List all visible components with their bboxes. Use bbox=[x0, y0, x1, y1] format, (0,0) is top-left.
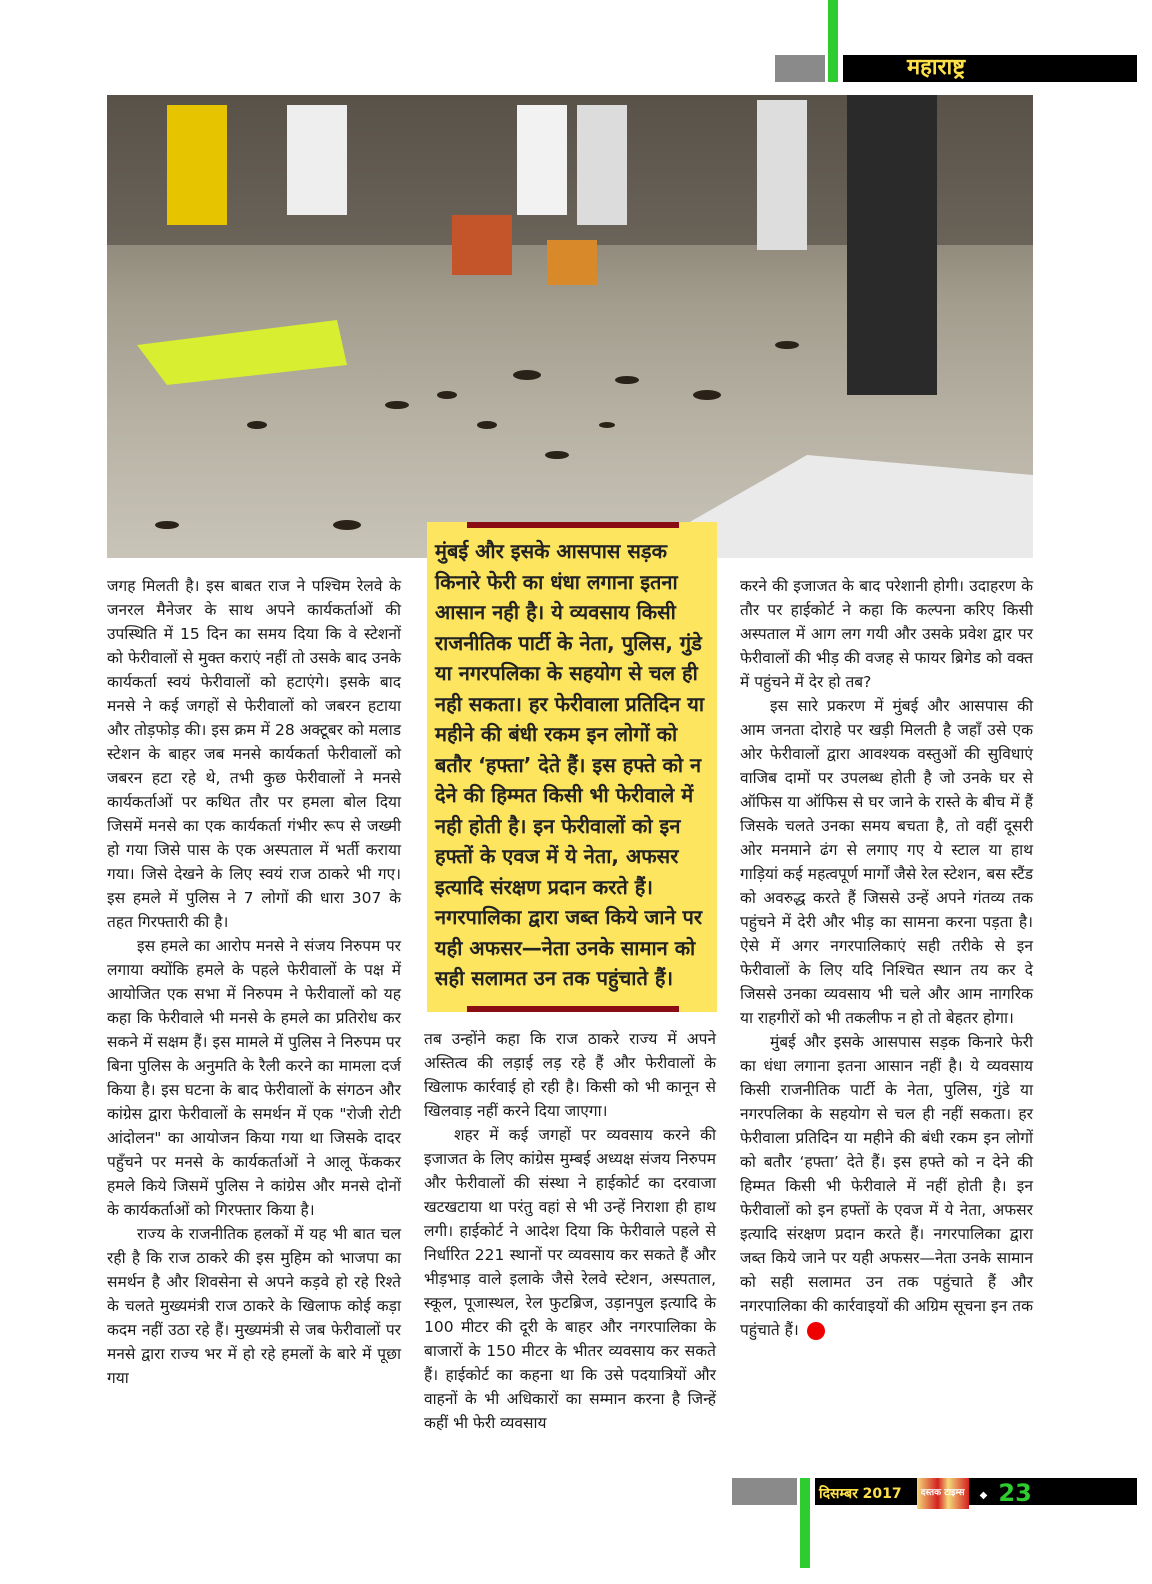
header-green-bar bbox=[828, 0, 838, 82]
quote-bottom-bar bbox=[467, 1006, 679, 1012]
issue-date: दिसम्बर 2017 bbox=[819, 1486, 902, 1502]
end-mark-icon bbox=[807, 1322, 825, 1340]
paragraph: तब उन्होंने कहा कि राज ठाकरे राज्य में अपने अस्तित्व की लड़ाई लड़ रहे हैं और फेरीवालों के खिलाफ कार्रवाई हो रही है। किसी को भी कानून से खिलवाड़ नहीं करने दिया जाएगा। bbox=[424, 1030, 716, 1120]
footer-gray-block bbox=[732, 1478, 797, 1505]
paragraph: इस हमले का आरोप मनसे ने संजय निरुपम पर लगाया क्योंकि हमले के पहले फेरीवालों के पक्ष में आयोजित एक सभा में निरुपम ने फेरीवालों को यह कहा कि फेरीवाले भी मनसे के हमले का प्रतिरोध कर सकने में सक्षम हैं। इस मामले में पुलिस ने निरुपम पर बिना पुलिस के अनुमति के रैली करने का मामला दर्ज किया है। इस घटना के बाद फेरीवालों के संगठन और कांग्रेस द्वारा फेरीवालों के समर्थन में एक "रोजी रोटी आंदोलन" का आयोजन किया गया था जिसके दादर पहुँचने पर मनसे के कार्यकर्ताओं ने आलू फेंककर हमले किये जिसमें पुलिस ने कांग्रेस और मनसे दोनों के कार्यकर्ताओं को गिरफ्तार किया है। bbox=[107, 937, 401, 1219]
paragraph: शहर में कई जगहों पर व्यवसाय करने की इजाजत के लिए कांग्रेस मुम्बई अध्यक्ष संजय निरुपम और फेरीवालों की संस्था ने हाईकोर्ट का दरवाजा खटखटाया था परंतु वहां से भी उन्हें निराशा ही हाथ लगी। हाईकोर्ट ने आदेश दिया कि फेरीवाले पहले से निर्धारित 221 स्थानों पर व्यवसाय कर सकते हैं और भीड़भाड़ वाले इलाके जैसे रेलवे स्टेशन, अस्पताल, स्कूल, पूजास्थल, रेल फुटब्रिज, उड़ानपुल इत्यादि के 100 मीटर की दूरी के बाहर और नगरपालिका के बाजारों के 150 मीटर के भीतर व्यवसाय कर सकते हैं। हाईकोर्ट का कहना था कि उसे पदयात्रियों और वाहनों के भी अधिकारों का सम्मान करना है जिन्हें कहीं भी फेरी व्यवसाय bbox=[424, 1126, 716, 1432]
paragraph: करने की इजाजत के बाद परेशानी होगी। उदाहरण के तौर पर हाईकोर्ट ने कहा कि कल्पना करिए किसी अस्पताल में आग लग गयी और उसके प्रवेश द्वार पर फेरीवालों की भीड़ की वजह से फायर ब्रिगेड को वक्त में पहुंचने में देर हो तब? bbox=[740, 577, 1033, 691]
footer-bar bbox=[815, 1478, 1137, 1505]
quote-top-bar bbox=[467, 522, 679, 528]
footer-green-bar bbox=[800, 1478, 810, 1568]
paragraph bbox=[740, 1030, 1033, 1342]
section-label: महाराष्ट्र bbox=[907, 55, 966, 80]
paragraph: इस सारे प्रकरण में मुंबई और आसपास की आम जनता दोराहे पर खड़ी मिलती है जहाँ उसे एक ओर फेरीवालों द्वारा आवश्यक वस्तुओं की सुविधाएं वाजिब दामों पर उपलब्ध होती है जो उनके घर से ऑफिस या ऑफिस से घर जाने के रास्ते के बीच में हैं जिसके चलते उनका समय बचता है, तो वहीं दूसरी ओर मनमाने ढंग से लगाए गए ये स्टाल या हाथ गाड़ियां कई महत्वपूर्ण मार्गों जैसे रेल स्टेशन, बस स्टैंड को अवरुद्ध करते हैं जिससे उन्हें अपने गंतव्य तक पहुंचने में देरी और भीड़ का सामना करना पड़ता है। ऐसे में अगर नगरपालिकाएं सही तरीके से इन फेरीवालों के लिए यदि निश्चित स्थान तय कर दे जिससे उनका व्यवसाय भी चले और आम नागरिक या राहगीरों को भी तकलीफ न हो तो बेहतर होगा। bbox=[740, 697, 1033, 1027]
article-column-1 bbox=[107, 574, 401, 1390]
article-column-3 bbox=[740, 574, 1033, 1342]
paragraph-text: मुंबई और इसके आसपास सड़क किनारे फेरी का धंधा लगाना इतना आसान नहीं है। ये व्यवसाय किसी राजनीतिक पार्टी के नेता, पुलिस, गुंडे या नगरपलिका के सहयोग से चल ही नहीं सकता। हर फेरीवाला प्रतिदिन या महीने की बंधी रकम इन लोगों को बतौर ‘हफ्ता’ देते हैं। इस हफ्ते को न देने की हिम्मत किसी भी फेरीवाले में नहीं होती है। इन फेरीवालों को इन हफ्तों के एवज में ये नेता, अफसर इत्यादि संरक्षण प्रदान करते हैं। नगरपालिका द्वारा जब्त किये जाने पर यही अफसर—नेता उनके सामान को सही सलामत उन तक पहुंचाते हैं और नगरपालिका की कार्रवाइयों की अग्रिम सूचना इन तक पहुंचाते हैं। bbox=[740, 1033, 1033, 1339]
section-header bbox=[843, 55, 1137, 82]
magazine-logo: दस्तक टाइम्स bbox=[917, 1478, 969, 1509]
separator-icon: ◆ bbox=[979, 1490, 988, 1501]
paragraph: जगह मिलती है। इस बाबत राज ने पश्चिम रेलवे के जनरल मैनेजर के साथ अपने कार्यकर्ताओं की उपस्थिति में 15 दिन का समय दिया कि वे स्टेशनों को फेरीवालों से मुक्त कराएं नहीं तो उसके बाद उनके कार्यकर्ता स्वयं फेरीवालों को हटाएंगे। इसके बाद मनसे ने कई जगहों से फेरीवालों को जबरन हटाया और तोड़फोड़ की। इस क्रम में 28 अक्टूबर को मलाड स्टेशन के बाहर जब मनसे कार्यकर्ता फेरीवालों को जबरन हटा रहे थे, तभी कुछ फेरीवालों ने मनसे कार्यकर्ताओं पर कथित तौर पर हमला बोल दिया जिसमें मनसे का एक कार्यकर्ता गंभीर रूप से जख्मी हो गया जिसे पास के एक अस्पताल में भर्ती कराया गया। जिसे देखने के लिए स्वयं राज ठाकरे भी गए। इस हमले में पुलिस ने 7 लोगों की धारा 307 के तहत गिरफ्तारी की है। bbox=[107, 577, 401, 931]
pull-quote-box bbox=[427, 522, 717, 1012]
article-column-2 bbox=[424, 1027, 716, 1435]
page-number: 23 bbox=[998, 1479, 1032, 1507]
header-gray-block bbox=[775, 55, 825, 82]
article-photo bbox=[107, 95, 1033, 558]
paragraph: राज्य के राजनीतिक हलकों में यह भी बात चल रही है कि राज ठाकरे की इस मुहिम को भाजपा का समर्थन है और शिवसेना से अपने कड़वे हो रहे रिश्ते के चलते मुख्यमंत्री राज ठाकरे के खिलाफ कोई कड़ा कदम नहीं उठा रहे हैं। मुख्यमंत्री से जब फेरीवालों पर मनसे द्वारा राज्य भर में हो रहे हमलों के बारे में पूछा गया bbox=[107, 1225, 401, 1387]
photo-icon bbox=[107, 95, 1033, 558]
pull-quote-text: मुंबई और इसके आसपास सड़क किनारे फेरी का धंधा लगाना इतना आसान नही है। ये व्यवसाय किसी राजनीतिक पार्टी के नेता, पुलिस, गुंडे या नगरपलिका के सहयोग से चल ही नही सकता। हर फेरीवाला प्रतिदिन या महीने की बंधी रकम इन लोगों को बतौर ‘हफ्ता’ देते हैं। इस हफ्ते को न देने की हिम्मत किसी भी फेरीवाले में नही होती है। इन फेरीवालों को इन हफ्तों के एवज में ये नेता, अफसर इत्यादि संरक्षण प्रदान करते हैं। नगरपालिका द्वारा जब्त किये जाने पर यही अफसर—नेता उनके सामान को सही सलामत उन तक पहुंचाते हैं। bbox=[435, 539, 705, 990]
